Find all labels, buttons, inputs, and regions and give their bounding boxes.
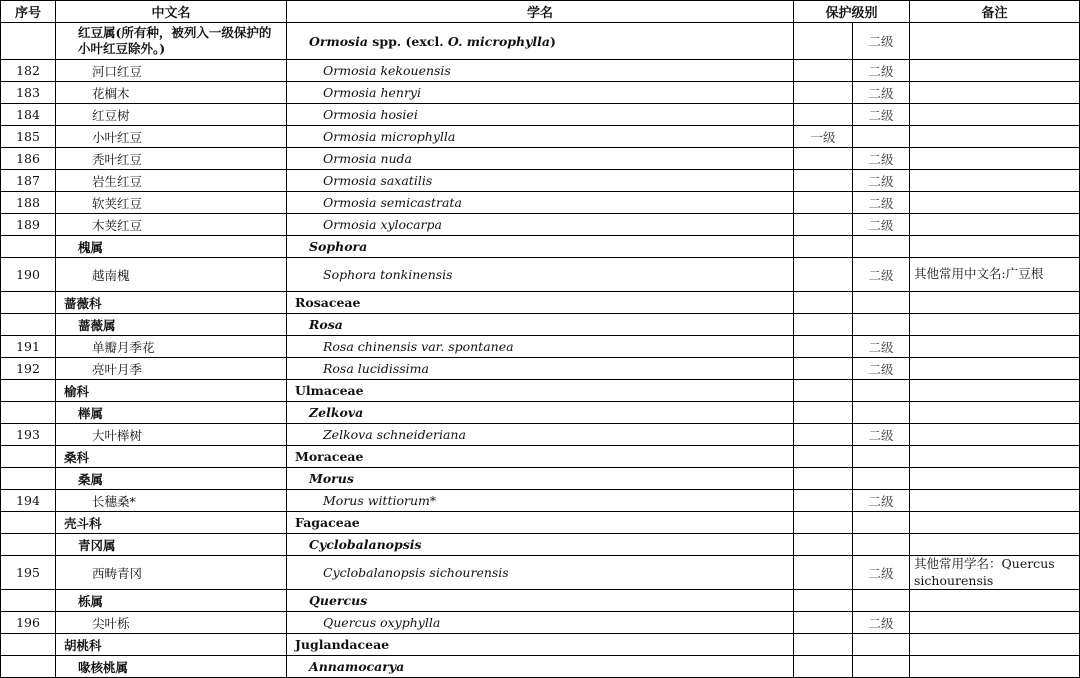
level-one-cell xyxy=(794,314,853,336)
table-row xyxy=(1,23,1080,60)
scientific-name-cell: Morus wittiorum* xyxy=(287,490,794,512)
level-two-cell: 二级 xyxy=(853,214,910,236)
row-number xyxy=(1,656,56,678)
remarks-cell xyxy=(910,214,1080,236)
table-row xyxy=(1,192,1080,214)
level-one-cell xyxy=(794,236,853,258)
table-row xyxy=(1,446,1080,468)
level-one-cell xyxy=(794,534,853,556)
scientific-name-cell: Ormosia microphylla xyxy=(287,126,794,148)
remarks-cell xyxy=(910,634,1080,656)
scientific-name-cell: Rosa xyxy=(287,314,794,336)
remarks-cell xyxy=(910,148,1080,170)
remarks-cell xyxy=(910,314,1080,336)
level-one-cell xyxy=(794,258,853,292)
level-two-cell xyxy=(853,236,910,258)
table-row xyxy=(1,424,1080,446)
scientific-name-part: O. microphylla xyxy=(447,33,550,49)
scientific-name-cell: Ormosia hosiei xyxy=(287,104,794,126)
level-two-cell xyxy=(853,446,910,468)
remarks-cell xyxy=(910,468,1080,490)
chinese-name-cell: 西畴青冈 xyxy=(56,556,287,590)
level-one-cell xyxy=(794,148,853,170)
level-one-cell xyxy=(794,23,853,60)
chinese-name-cell: 小叶红豆 xyxy=(56,126,287,148)
remarks-cell xyxy=(910,380,1080,402)
level-one-cell xyxy=(794,424,853,446)
remarks-cell xyxy=(910,336,1080,358)
scientific-name-cell: Morus xyxy=(287,468,794,490)
scientific-name-cell: Ormosia henryi xyxy=(287,82,794,104)
remarks-cell xyxy=(910,512,1080,534)
table-row xyxy=(1,402,1080,424)
header-protection-level: 保护级别 xyxy=(794,1,910,23)
level-one-cell xyxy=(794,214,853,236)
table-row xyxy=(1,512,1080,534)
level-one-cell xyxy=(794,656,853,678)
chinese-name-cell: 越南槐 xyxy=(56,258,287,292)
row-number: 190 xyxy=(1,258,56,292)
scientific-name-cell: Fagaceae xyxy=(287,512,794,534)
table-row xyxy=(1,82,1080,104)
chinese-name-cell: 胡桃科 xyxy=(56,634,287,656)
row-number xyxy=(1,380,56,402)
level-two-cell: 二级 xyxy=(853,23,910,60)
scientific-name-cell: Zelkova schneideriana xyxy=(287,424,794,446)
level-two-cell xyxy=(853,634,910,656)
remarks-cell xyxy=(910,104,1080,126)
remarks-cell xyxy=(910,446,1080,468)
row-number: 191 xyxy=(1,336,56,358)
table-row xyxy=(1,590,1080,612)
table-row xyxy=(1,60,1080,82)
chinese-name-cell: 桑科 xyxy=(56,446,287,468)
chinese-name-cell: 青冈属 xyxy=(56,534,287,556)
table-row xyxy=(1,126,1080,148)
scientific-name-part: spp. (excl. xyxy=(367,33,448,49)
row-number: 187 xyxy=(1,170,56,192)
chinese-name-cell: 尖叶栎 xyxy=(56,612,287,634)
row-number: 196 xyxy=(1,612,56,634)
row-number: 183 xyxy=(1,82,56,104)
row-number: 194 xyxy=(1,490,56,512)
row-number xyxy=(1,590,56,612)
header-row xyxy=(1,1,1080,23)
remarks-cell xyxy=(910,292,1080,314)
chinese-name-cell: 喙核桃属 xyxy=(56,656,287,678)
table-row xyxy=(1,170,1080,192)
level-one-cell xyxy=(794,192,853,214)
chinese-name-cell: 蔷薇属 xyxy=(56,314,287,336)
row-number xyxy=(1,292,56,314)
level-two-cell xyxy=(853,656,910,678)
table-row xyxy=(1,656,1080,678)
level-one-cell xyxy=(794,336,853,358)
level-one-cell: 一级 xyxy=(794,126,853,148)
scientific-name-cell: Ormosia xylocarpa xyxy=(287,214,794,236)
remarks-cell xyxy=(910,402,1080,424)
level-two-cell: 二级 xyxy=(853,192,910,214)
header-seq: 序号 xyxy=(1,1,56,23)
level-two-cell: 二级 xyxy=(853,104,910,126)
chinese-name-cell: 长穗桑* xyxy=(56,490,287,512)
scientific-name-cell: Cyclobalanopsis xyxy=(287,534,794,556)
table-row xyxy=(1,314,1080,336)
table-row xyxy=(1,258,1080,292)
chinese-name-cell: 河口红豆 xyxy=(56,60,287,82)
level-two-cell: 二级 xyxy=(853,612,910,634)
scientific-name-cell: Rosa chinensis var. spontanea xyxy=(287,336,794,358)
remarks-cell: 其他常用中文名:广豆根 xyxy=(910,258,1080,292)
level-two-cell: 二级 xyxy=(853,258,910,292)
level-one-cell xyxy=(794,590,853,612)
remarks-cell xyxy=(910,424,1080,446)
table-body xyxy=(1,23,1080,678)
row-number: 195 xyxy=(1,556,56,590)
level-two-cell: 二级 xyxy=(853,60,910,82)
level-one-cell xyxy=(794,104,853,126)
scientific-name-cell: Sophora tonkinensis xyxy=(287,258,794,292)
level-two-cell: 二级 xyxy=(853,424,910,446)
row-number xyxy=(1,23,56,60)
scientific-name-cell: Ormosia semicastrata xyxy=(287,192,794,214)
level-one-cell xyxy=(794,380,853,402)
table-row xyxy=(1,556,1080,590)
remarks-cell xyxy=(910,612,1080,634)
table-row xyxy=(1,490,1080,512)
remarks-cell xyxy=(910,170,1080,192)
scientific-name-cell xyxy=(287,23,794,60)
remarks-cell xyxy=(910,82,1080,104)
row-number: 186 xyxy=(1,148,56,170)
scientific-name-cell: Annamocarya xyxy=(287,656,794,678)
level-one-cell xyxy=(794,60,853,82)
header-scientific-name: 学名 xyxy=(287,1,794,23)
chinese-name-cell: 栎属 xyxy=(56,590,287,612)
scientific-name-cell: Ormosia kekouensis xyxy=(287,60,794,82)
level-two-cell xyxy=(853,590,910,612)
scientific-name-cell: Zelkova xyxy=(287,402,794,424)
row-number: 182 xyxy=(1,60,56,82)
level-two-cell xyxy=(853,314,910,336)
chinese-name-cell: 红豆属(所有种，被列入一级保护的小叶红豆除外。) xyxy=(56,23,287,60)
table-row xyxy=(1,292,1080,314)
level-one-cell xyxy=(794,82,853,104)
chinese-name-cell: 木荚红豆 xyxy=(56,214,287,236)
row-number xyxy=(1,446,56,468)
level-two-cell xyxy=(853,126,910,148)
chinese-name-cell: 岩生红豆 xyxy=(56,170,287,192)
scientific-name-part: Ormosia xyxy=(309,33,368,49)
row-number xyxy=(1,314,56,336)
level-two-cell: 二级 xyxy=(853,170,910,192)
row-number xyxy=(1,468,56,490)
scientific-name-cell: Moraceae xyxy=(287,446,794,468)
chinese-name-cell: 软荚红豆 xyxy=(56,192,287,214)
remarks-cell xyxy=(910,236,1080,258)
chinese-name-cell: 亮叶月季 xyxy=(56,358,287,380)
row-number xyxy=(1,402,56,424)
row-number: 185 xyxy=(1,126,56,148)
remarks-cell xyxy=(910,490,1080,512)
remarks-cell xyxy=(910,192,1080,214)
scientific-name-cell: Rosa lucidissima xyxy=(287,358,794,380)
remarks-cell xyxy=(910,358,1080,380)
scientific-name-cell: Quercus xyxy=(287,590,794,612)
row-number: 192 xyxy=(1,358,56,380)
remarks-cell xyxy=(910,590,1080,612)
chinese-name-cell: 秃叶红豆 xyxy=(56,148,287,170)
table-row xyxy=(1,104,1080,126)
level-two-cell: 二级 xyxy=(853,148,910,170)
level-one-cell xyxy=(794,634,853,656)
level-two-cell xyxy=(853,380,910,402)
header-remarks: 备注 xyxy=(910,1,1080,23)
table-row xyxy=(1,380,1080,402)
chinese-name-cell: 槐属 xyxy=(56,236,287,258)
remarks-cell xyxy=(910,23,1080,60)
row-number: 188 xyxy=(1,192,56,214)
level-two-cell: 二级 xyxy=(853,82,910,104)
scientific-name-part: ) xyxy=(549,33,556,49)
level-one-cell xyxy=(794,556,853,590)
table-row xyxy=(1,214,1080,236)
table-row xyxy=(1,148,1080,170)
header-chinese-name: 中文名 xyxy=(56,1,287,23)
chinese-name-cell: 榆科 xyxy=(56,380,287,402)
level-two-cell xyxy=(853,468,910,490)
chinese-name-cell: 红豆树 xyxy=(56,104,287,126)
table-row xyxy=(1,534,1080,556)
chinese-name-cell: 壳斗科 xyxy=(56,512,287,534)
table-row xyxy=(1,634,1080,656)
level-one-cell xyxy=(794,612,853,634)
chinese-name-cell: 大叶榉树 xyxy=(56,424,287,446)
table-row xyxy=(1,336,1080,358)
row-number xyxy=(1,634,56,656)
row-number xyxy=(1,236,56,258)
level-two-cell: 二级 xyxy=(853,336,910,358)
row-number xyxy=(1,534,56,556)
level-one-cell xyxy=(794,468,853,490)
scientific-name-cell: Ormosia saxatilis xyxy=(287,170,794,192)
level-one-cell xyxy=(794,170,853,192)
level-two-cell: 二级 xyxy=(853,556,910,590)
chinese-name-cell: 桑属 xyxy=(56,468,287,490)
row-number xyxy=(1,512,56,534)
scientific-name-cell: Ulmaceae xyxy=(287,380,794,402)
row-number: 189 xyxy=(1,214,56,236)
level-one-cell xyxy=(794,292,853,314)
scientific-name-cell: Juglandaceae xyxy=(287,634,794,656)
level-one-cell xyxy=(794,490,853,512)
level-two-cell xyxy=(853,292,910,314)
level-one-cell xyxy=(794,358,853,380)
level-two-cell xyxy=(853,512,910,534)
level-one-cell xyxy=(794,402,853,424)
table-row xyxy=(1,358,1080,380)
table-row xyxy=(1,612,1080,634)
table-row xyxy=(1,468,1080,490)
remarks-cell: 其他常用学名：Quercus sichourensis xyxy=(910,556,1080,590)
scientific-name-cell: Sophora xyxy=(287,236,794,258)
level-two-cell xyxy=(853,534,910,556)
chinese-name-cell: 单瓣月季花 xyxy=(56,336,287,358)
level-two-cell xyxy=(853,402,910,424)
level-one-cell xyxy=(794,446,853,468)
level-two-cell: 二级 xyxy=(853,358,910,380)
row-number: 184 xyxy=(1,104,56,126)
scientific-name-cell: Quercus oxyphylla xyxy=(287,612,794,634)
scientific-name-cell: Ormosia nuda xyxy=(287,148,794,170)
scientific-name-cell: Cyclobalanopsis sichourensis xyxy=(287,556,794,590)
remarks-cell xyxy=(910,60,1080,82)
level-one-cell xyxy=(794,512,853,534)
table-row xyxy=(1,236,1080,258)
row-number: 193 xyxy=(1,424,56,446)
chinese-name-cell: 花榈木 xyxy=(56,82,287,104)
remarks-cell xyxy=(910,534,1080,556)
chinese-name-cell: 榉属 xyxy=(56,402,287,424)
remarks-cell xyxy=(910,656,1080,678)
scientific-name-cell: Rosaceae xyxy=(287,292,794,314)
level-two-cell: 二级 xyxy=(853,490,910,512)
chinese-name-cell: 蔷薇科 xyxy=(56,292,287,314)
remarks-cell xyxy=(910,126,1080,148)
